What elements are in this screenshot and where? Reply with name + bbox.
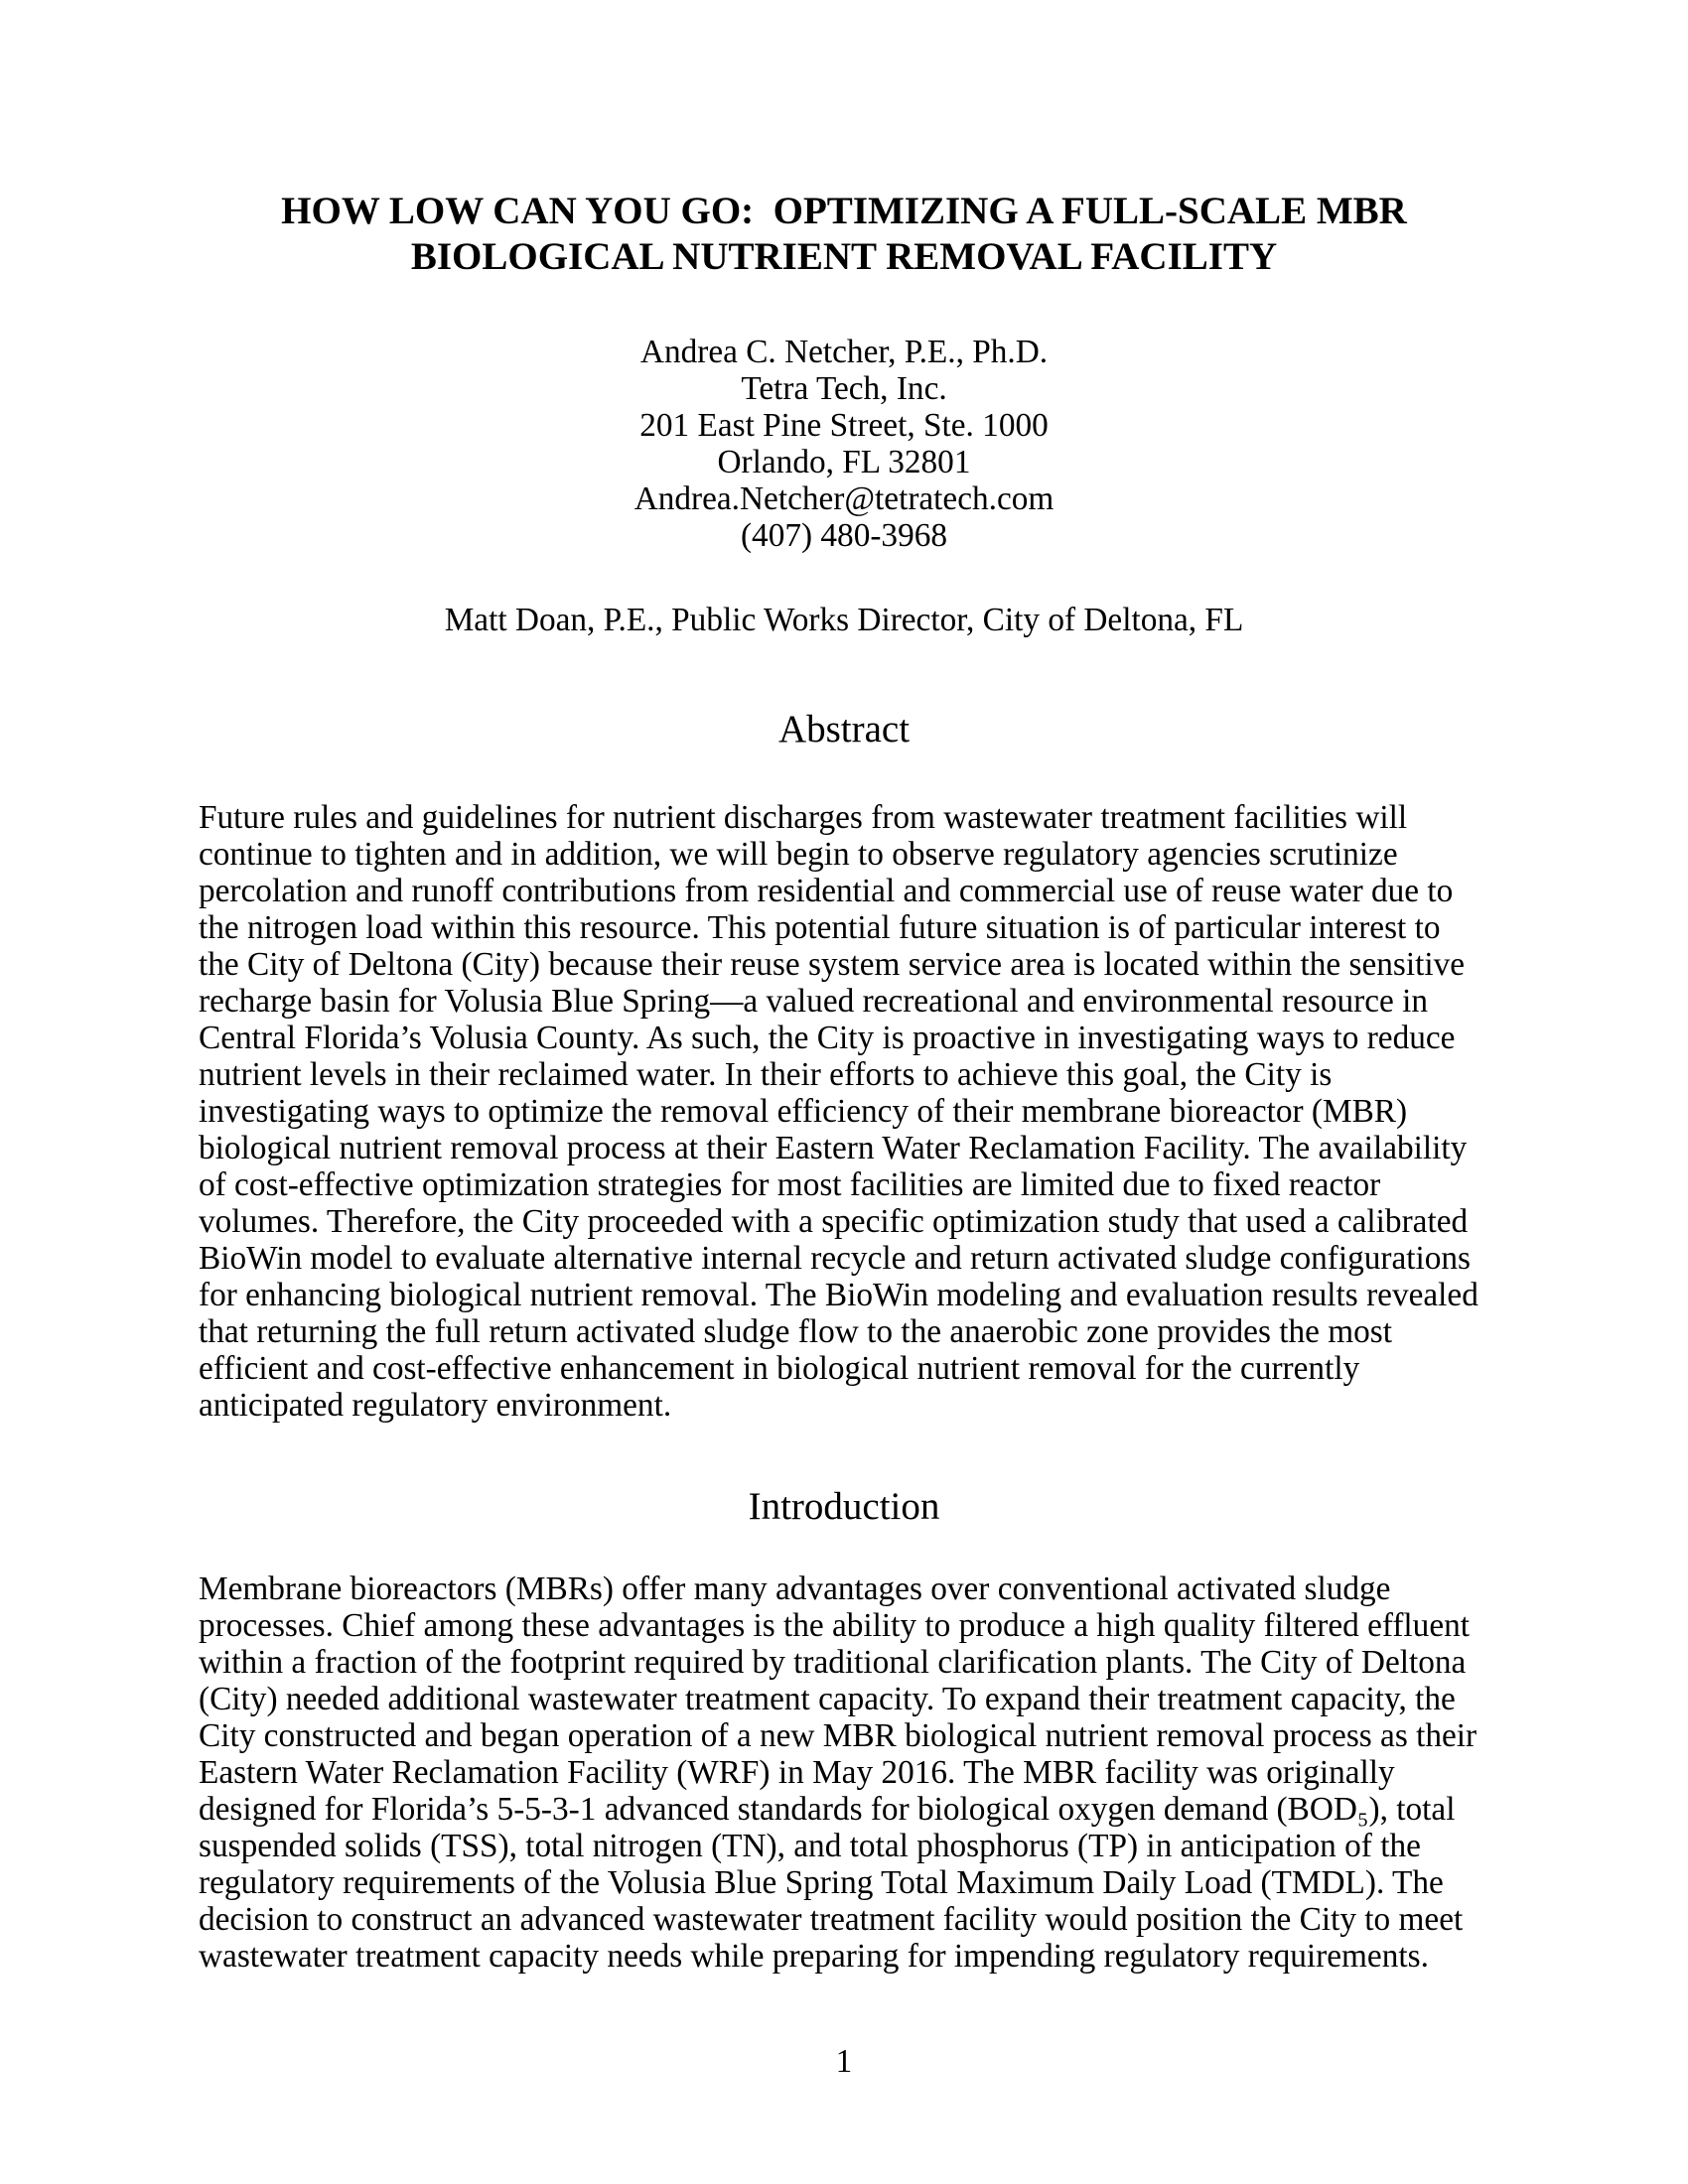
text-line: for enhancing biological nutrient removal. The BioWin modeling and evaluation results revealed — [199, 1277, 1478, 1313]
text-line: City constructed and began operation of a new MBR biological nutrient removal process as their — [199, 1717, 1477, 1754]
text-line: nutrient levels in their reclaimed water. In their efforts to achieve this goal, the City is — [199, 1056, 1333, 1093]
text-line: BIOLOGICAL NUTRIENT REMOVAL FACILITY — [410, 235, 1278, 278]
text-line: Membrane bioreactors (MBRs) offer many advantages over conventional activated sludge — [199, 1570, 1391, 1607]
text-line: Central Florida’s Volusia County. As such, the City is proactive in investigating ways to reduce — [199, 1020, 1456, 1056]
text-line: wastewater treatment capacity needs while preparing for impending regulatory requirements. — [199, 1938, 1429, 1975]
page-number: 1 — [835, 2043, 853, 2080]
paper-title — [199, 189, 1489, 280]
introduction-heading: Introduction — [748, 1485, 940, 1528]
text-line: Andrea C. Netcher, P.E., Ph.D. — [639, 334, 1049, 370]
text-line: the nitrogen load within this resource. This potential future situation is of particular interest to — [199, 909, 1441, 946]
text-line: 201 East Pine Street, Ste. 1000 — [639, 407, 1049, 444]
text-line: processes. Chief among these advantages is the ability to produce a high quality filtered effluent — [199, 1607, 1471, 1644]
text-line: recharge basin for Volusia Blue Spring—a valued recreational and environmental resource in — [199, 983, 1429, 1020]
text-line: (City) needed additional wastewater treatment capacity. To expand their treatment capacity, the — [199, 1681, 1456, 1717]
text-line: Andrea.Netcher@tetratech.com — [633, 480, 1055, 517]
text-line: biological nutrient removal process at their Eastern Water Reclamation Facility. The availability — [199, 1130, 1468, 1166]
text-line: designed for Florida’s 5-5-3-1 advanced standards for biological oxygen demand (BOD₅), total — [199, 1791, 1456, 1828]
text-line: decision to construct an advanced wastewater treatment facility would position the City to meet — [199, 1901, 1464, 1938]
text-line: within a fraction of the footprint required by traditional clarification plants. The City of Deltona — [199, 1644, 1467, 1681]
text-line: volumes. Therefore, the City proceeded with a specific optimization study that used a calibrated — [199, 1203, 1469, 1240]
text-line: Future rules and guidelines for nutrient discharges from wastewater treatment facilities will — [199, 799, 1408, 836]
text-line: the City of Deltona (City) because their reuse system service area is located within the sensitive — [199, 946, 1466, 983]
second-author-line: Matt Doan, P.E., Public Works Director, City of Deltona, FL — [444, 602, 1244, 638]
primary-author-block — [199, 334, 1489, 554]
text-line: Orlando, FL 32801 — [717, 444, 971, 480]
text-line: continue to tighten and in addition, we will begin to observe regulatory agencies scrutinize — [199, 836, 1398, 873]
text-line: that returning the full return activated sludge flow to the anaerobic zone provides the most — [199, 1313, 1393, 1350]
text-line: investigating ways to optimize the removal efficiency of their membrane bioreactor (MBR) — [199, 1093, 1408, 1130]
text-line: BioWin model to evaluate alternative internal recycle and return activated sludge configurations — [199, 1240, 1472, 1277]
text-line: efficient and cost-effective enhancement in biological nutrient removal for the currently — [199, 1350, 1360, 1387]
text-line: Eastern Water Reclamation Facility (WRF) in May 2016. The MBR facility was originally — [199, 1754, 1395, 1791]
abstract-heading: Abstract — [777, 708, 911, 751]
text-line: percolation and runoff contributions from residential and commercial use of reuse water due to — [199, 873, 1454, 909]
text-line: regulatory requirements of the Volusia Blue Spring Total Maximum Daily Load (TMDL). The — [199, 1864, 1444, 1901]
text-line: (407) 480-3968 — [740, 517, 948, 554]
text-line: suspended solids (TSS), total nitrogen (TN), and total phosphorus (TP) in anticipation of the — [199, 1828, 1421, 1864]
text-line: Tetra Tech, Inc. — [741, 370, 947, 407]
abstract-paragraph — [199, 799, 1489, 1424]
text-line: anticipated regulatory environment. — [199, 1387, 672, 1424]
text-line: HOW LOW CAN YOU GO: OPTIMIZING A FULL-SCALE MBR — [281, 190, 1407, 232]
text-line: of cost-effective optimization strategies for most facilities are limited due to fixed reactor — [199, 1166, 1381, 1203]
introduction-paragraph — [199, 1570, 1489, 1975]
